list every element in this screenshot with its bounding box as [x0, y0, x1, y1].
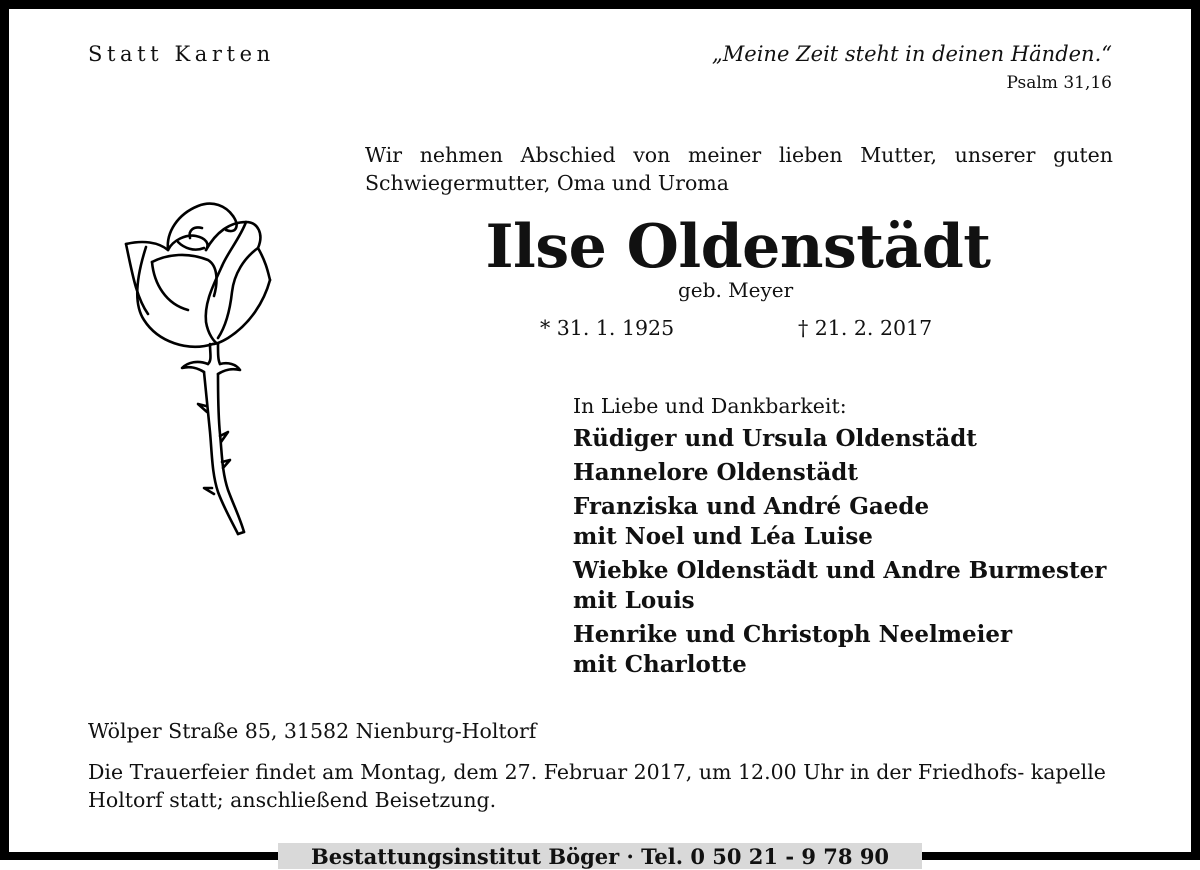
ceremony-info: Die Trauerfeier findet am Montag, dem 27. Februar 2017, um 12.00 Uhr in der Friedhofs- kapelle Holtorf statt; anschließend Beisetzung.: [88, 760, 1106, 812]
family-line: Franziska und André Gaede: [573, 493, 930, 520]
family-intro: In Liebe und Dankbarkeit:: [573, 394, 847, 418]
psalm-reference: Psalm 31,16: [1006, 73, 1112, 93]
frame-border-top: [0, 0, 1200, 9]
farewell-intro-text: Wir nehmen Abschied von meiner lieben Mutter, unserer guten Schwiegermutter, Oma und Uroma: [365, 143, 1113, 195]
rose-icon: [118, 192, 278, 538]
address: Wölper Straße 85, 31582 Nienburg-Holtorf: [88, 719, 537, 743]
frame-border-right: [1191, 0, 1200, 869]
statt-karten-label: Statt Karten: [88, 42, 275, 66]
family-line: Henrike und Christoph Neelmeier: [573, 621, 1013, 648]
family-line: mit Noel und Léa Luise: [573, 523, 873, 550]
birth-name: geb. Meyer: [678, 278, 794, 302]
motto-quote: „Meine Zeit steht in deinen Händen.“: [711, 42, 1112, 66]
family-line: mit Charlotte: [573, 651, 747, 678]
funeral-home-footer: Bestattungsinstitut Böger · Tel. 0 50 21 - 9 78 90: [278, 843, 922, 869]
deceased-name: Ilse Oldenstädt: [485, 212, 991, 282]
family-line: mit Louis: [573, 587, 695, 614]
birth-date: * 31. 1. 1925: [540, 316, 675, 340]
death-date: † 21. 2. 2017: [798, 316, 933, 340]
family-line: Hannelore Oldenstädt: [573, 459, 858, 486]
family-list: [573, 392, 1106, 684]
family-line: Rüdiger und Ursula Oldenstädt: [573, 425, 977, 452]
frame-border-left: [0, 0, 9, 869]
family-line: Wiebke Oldenstädt und Andre Burmester: [573, 557, 1107, 584]
